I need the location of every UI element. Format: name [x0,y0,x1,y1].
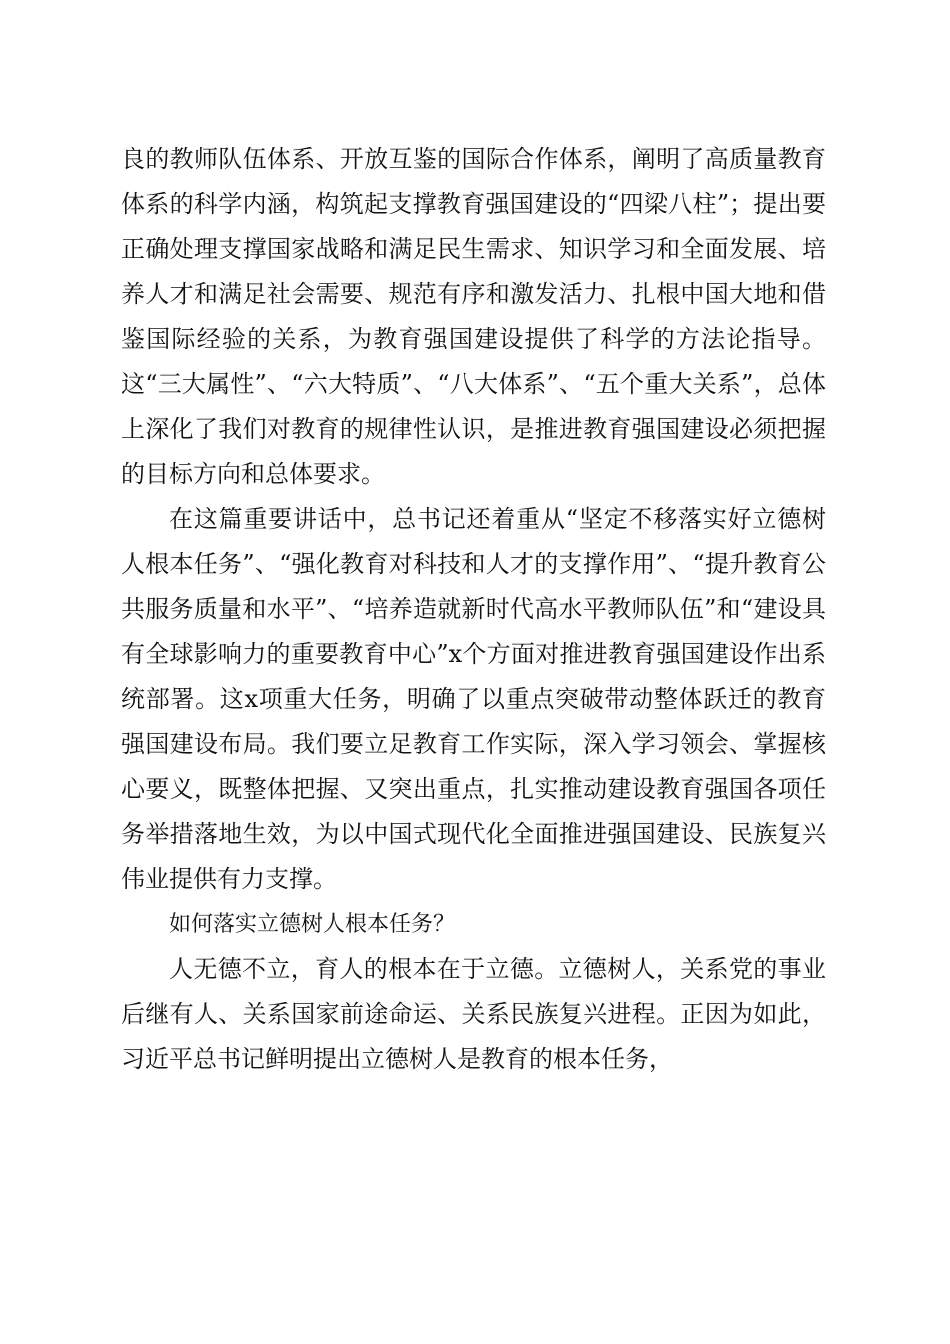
body-paragraph-1: 良的教师队伍体系、开放互鉴的国际合作体系，阐明了高质量教育体系的科学内涵，构筑起支撑教育强国建设的“四梁八柱”；提出要正确处理支撑国家战略和满足民生需求、知识学习和全面发展、培养人才和满足社会需要、规范有序和激发活力、扎根中国大地和借鉴国际经验的关系，为教育强国建设提供了科学的方法论指导。这“三大属性”、“六大特质”、“八大体系”、“五个重大关系”，总体上深化了我们对教育的规律性认识，是推进教育强国建设必须把握的目标方向和总体要求。 [121,145,826,488]
body-paragraph-2: 在这篇重要讲话中，总书记还着重从“坚定不移落实好立德树人根本任务”、“强化教育对科技和人才的支撑作用”、“提升教育公共服务质量和水平”、“培养造就新时代高水平教师队伍”和“建设具有全球影响力的重要教育中心”x个方面对推进教育强国建设作出系统部署。这x项重大任务，明确了以重点突破带动整体跃迁的教育强国建设布局。我们要立足教育工作实际，深入学习领会、掌握核心要义，既整体把握、又突出重点，扎实推动建设教育强国各项任务举措落地生效，为以中国式现代化全面推进强国建设、民族复兴伟业提供有力支撑。 [121,505,826,893]
document-body [121,137,826,1082]
body-paragraph-3: 人无德不立，育人的根本在于立德。立德树人，关系党的事业后继有人、关系国家前途命运、关系民族复兴进程。正因为如此，习近平总书记鲜明提出立德树人是教育的根本任务， [121,955,826,1073]
section-question-heading: 如何落实立德树人根本任务？ [169,912,456,937]
